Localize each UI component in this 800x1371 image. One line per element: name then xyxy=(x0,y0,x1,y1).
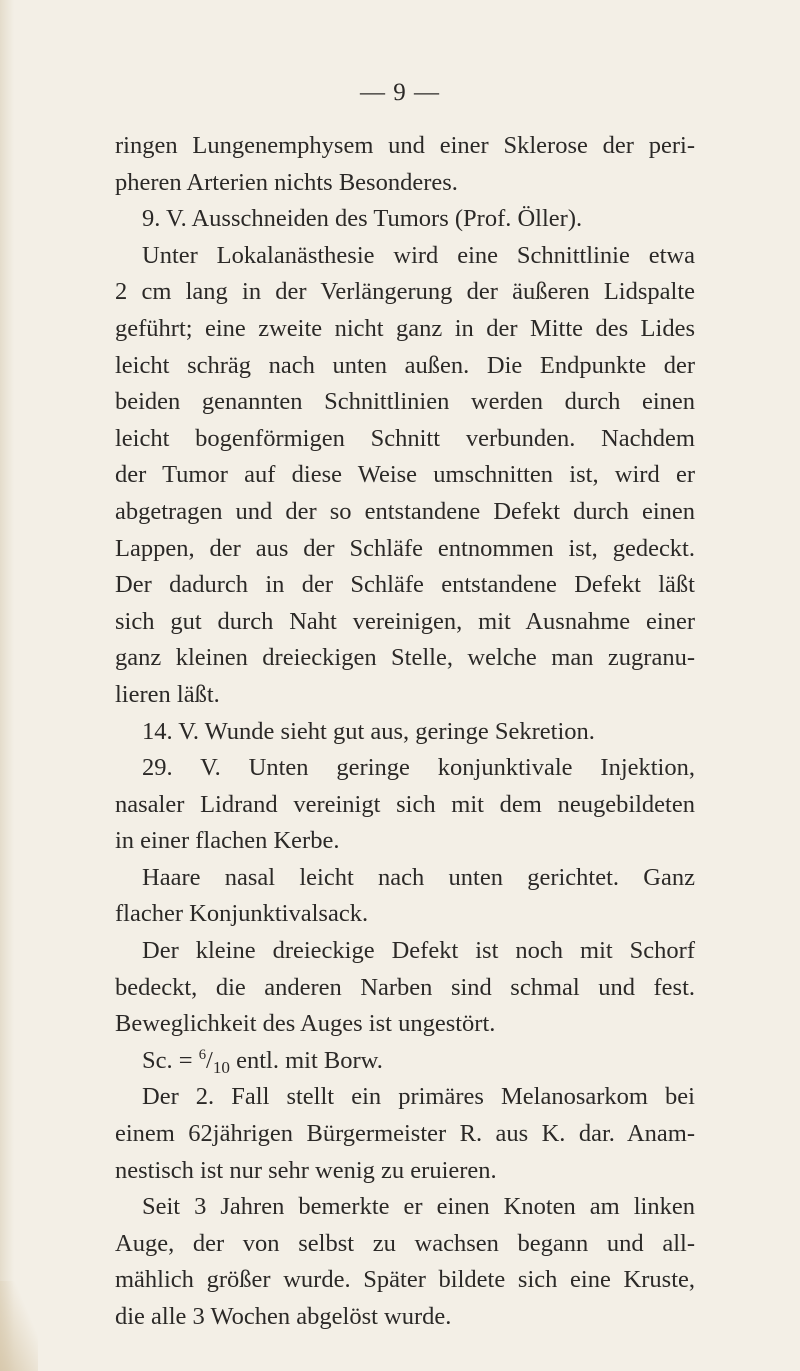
text-line-acuity: Sc. = $^6/_{10}$ entl. mit Borw. xyxy=(142,1046,383,1077)
text-line: sich gut durch Naht vereinigen, mit Ausnahme einer xyxy=(115,607,695,635)
text-line: Haare nasal leicht nach unten gerichtet. Ganz xyxy=(142,863,695,891)
text-line: Unter Lokalanästhesie wird eine Schnittlinie etwa xyxy=(142,241,695,269)
text-line: 14. V. Wunde sieht gut aus, geringe Sekretion. xyxy=(142,717,595,745)
text-line: einem 62jährigen Bürgermeister R. aus K. dar. Anam- xyxy=(115,1120,695,1148)
text-line: Der kleine dreieckige Defekt ist noch mit Schorf xyxy=(142,937,695,965)
text-line: lieren läßt. xyxy=(115,680,220,708)
page-corner-stain xyxy=(0,1281,38,1371)
text-line: ringen Lungenemphysem und einer Sklerose der peri- xyxy=(115,132,695,159)
text-line: 2 cm lang in der Verlängerung der äußeren Lidspalte xyxy=(115,278,695,306)
text-line: die alle 3 Wochen abgelöst wurde. xyxy=(115,1303,452,1330)
text-line: Beweglichkeit des Auges ist ungestört. xyxy=(115,1010,496,1038)
text-line: geführt; eine zweite nicht ganz in der Mitte des Lides xyxy=(115,314,695,342)
text-line: Der dadurch in der Schläfe entstandene Defekt läßt xyxy=(115,571,695,599)
page-edge-shadow xyxy=(0,0,14,1371)
text-line: Seit 3 Jahren bemerkte er einen Knoten am linken xyxy=(142,1193,695,1221)
text-line: beiden genannten Schnittlinien werden durch einen xyxy=(115,388,695,416)
text-line: leicht schräg nach unten außen. Die Endpunkte der xyxy=(115,351,695,379)
text-line: 9. V. Ausschneiden des Tumors (Prof. Öller). xyxy=(142,205,583,233)
text-line: mählich größer wurde. Später bildete sich eine Kruste, xyxy=(115,1266,695,1294)
text-line: Der 2. Fall stellt ein primäres Melanosarkom bei xyxy=(142,1083,695,1111)
text-line: pheren Arterien nichts Besonderes. xyxy=(115,168,458,196)
text-line: der Tumor auf diese Weise umschnitten ist, wird er xyxy=(115,461,695,489)
text-line: Auge, der von selbst zu wachsen begann und all- xyxy=(115,1229,695,1257)
text-line: nestisch ist nur sehr wenig zu eruieren. xyxy=(115,1156,497,1184)
page-number: — 9 — xyxy=(360,79,440,106)
text-line: 29. V. Unten geringe konjunktivale Injektion, xyxy=(142,754,695,782)
text-line: in einer flachen Kerbe. xyxy=(115,827,340,855)
text-line: bedeckt, die anderen Narben sind schmal und fest. xyxy=(115,973,695,1001)
text-line: leicht bogenförmigen Schnitt verbunden. Nachdem xyxy=(115,424,695,452)
text-line: ganz kleinen dreieckigen Stelle, welche man zugranu- xyxy=(115,644,695,672)
text-line: abgetragen und der so entstandene Defekt durch einen xyxy=(115,497,695,525)
text-line: nasaler Lidrand vereinigt sich mit dem neugebildeten xyxy=(115,790,695,818)
text-line: Lappen, der aus der Schläfe entnommen ist, gedeckt. xyxy=(115,534,695,562)
text-line: flacher Konjunktivalsack. xyxy=(115,900,369,928)
body-text xyxy=(115,128,695,1336)
